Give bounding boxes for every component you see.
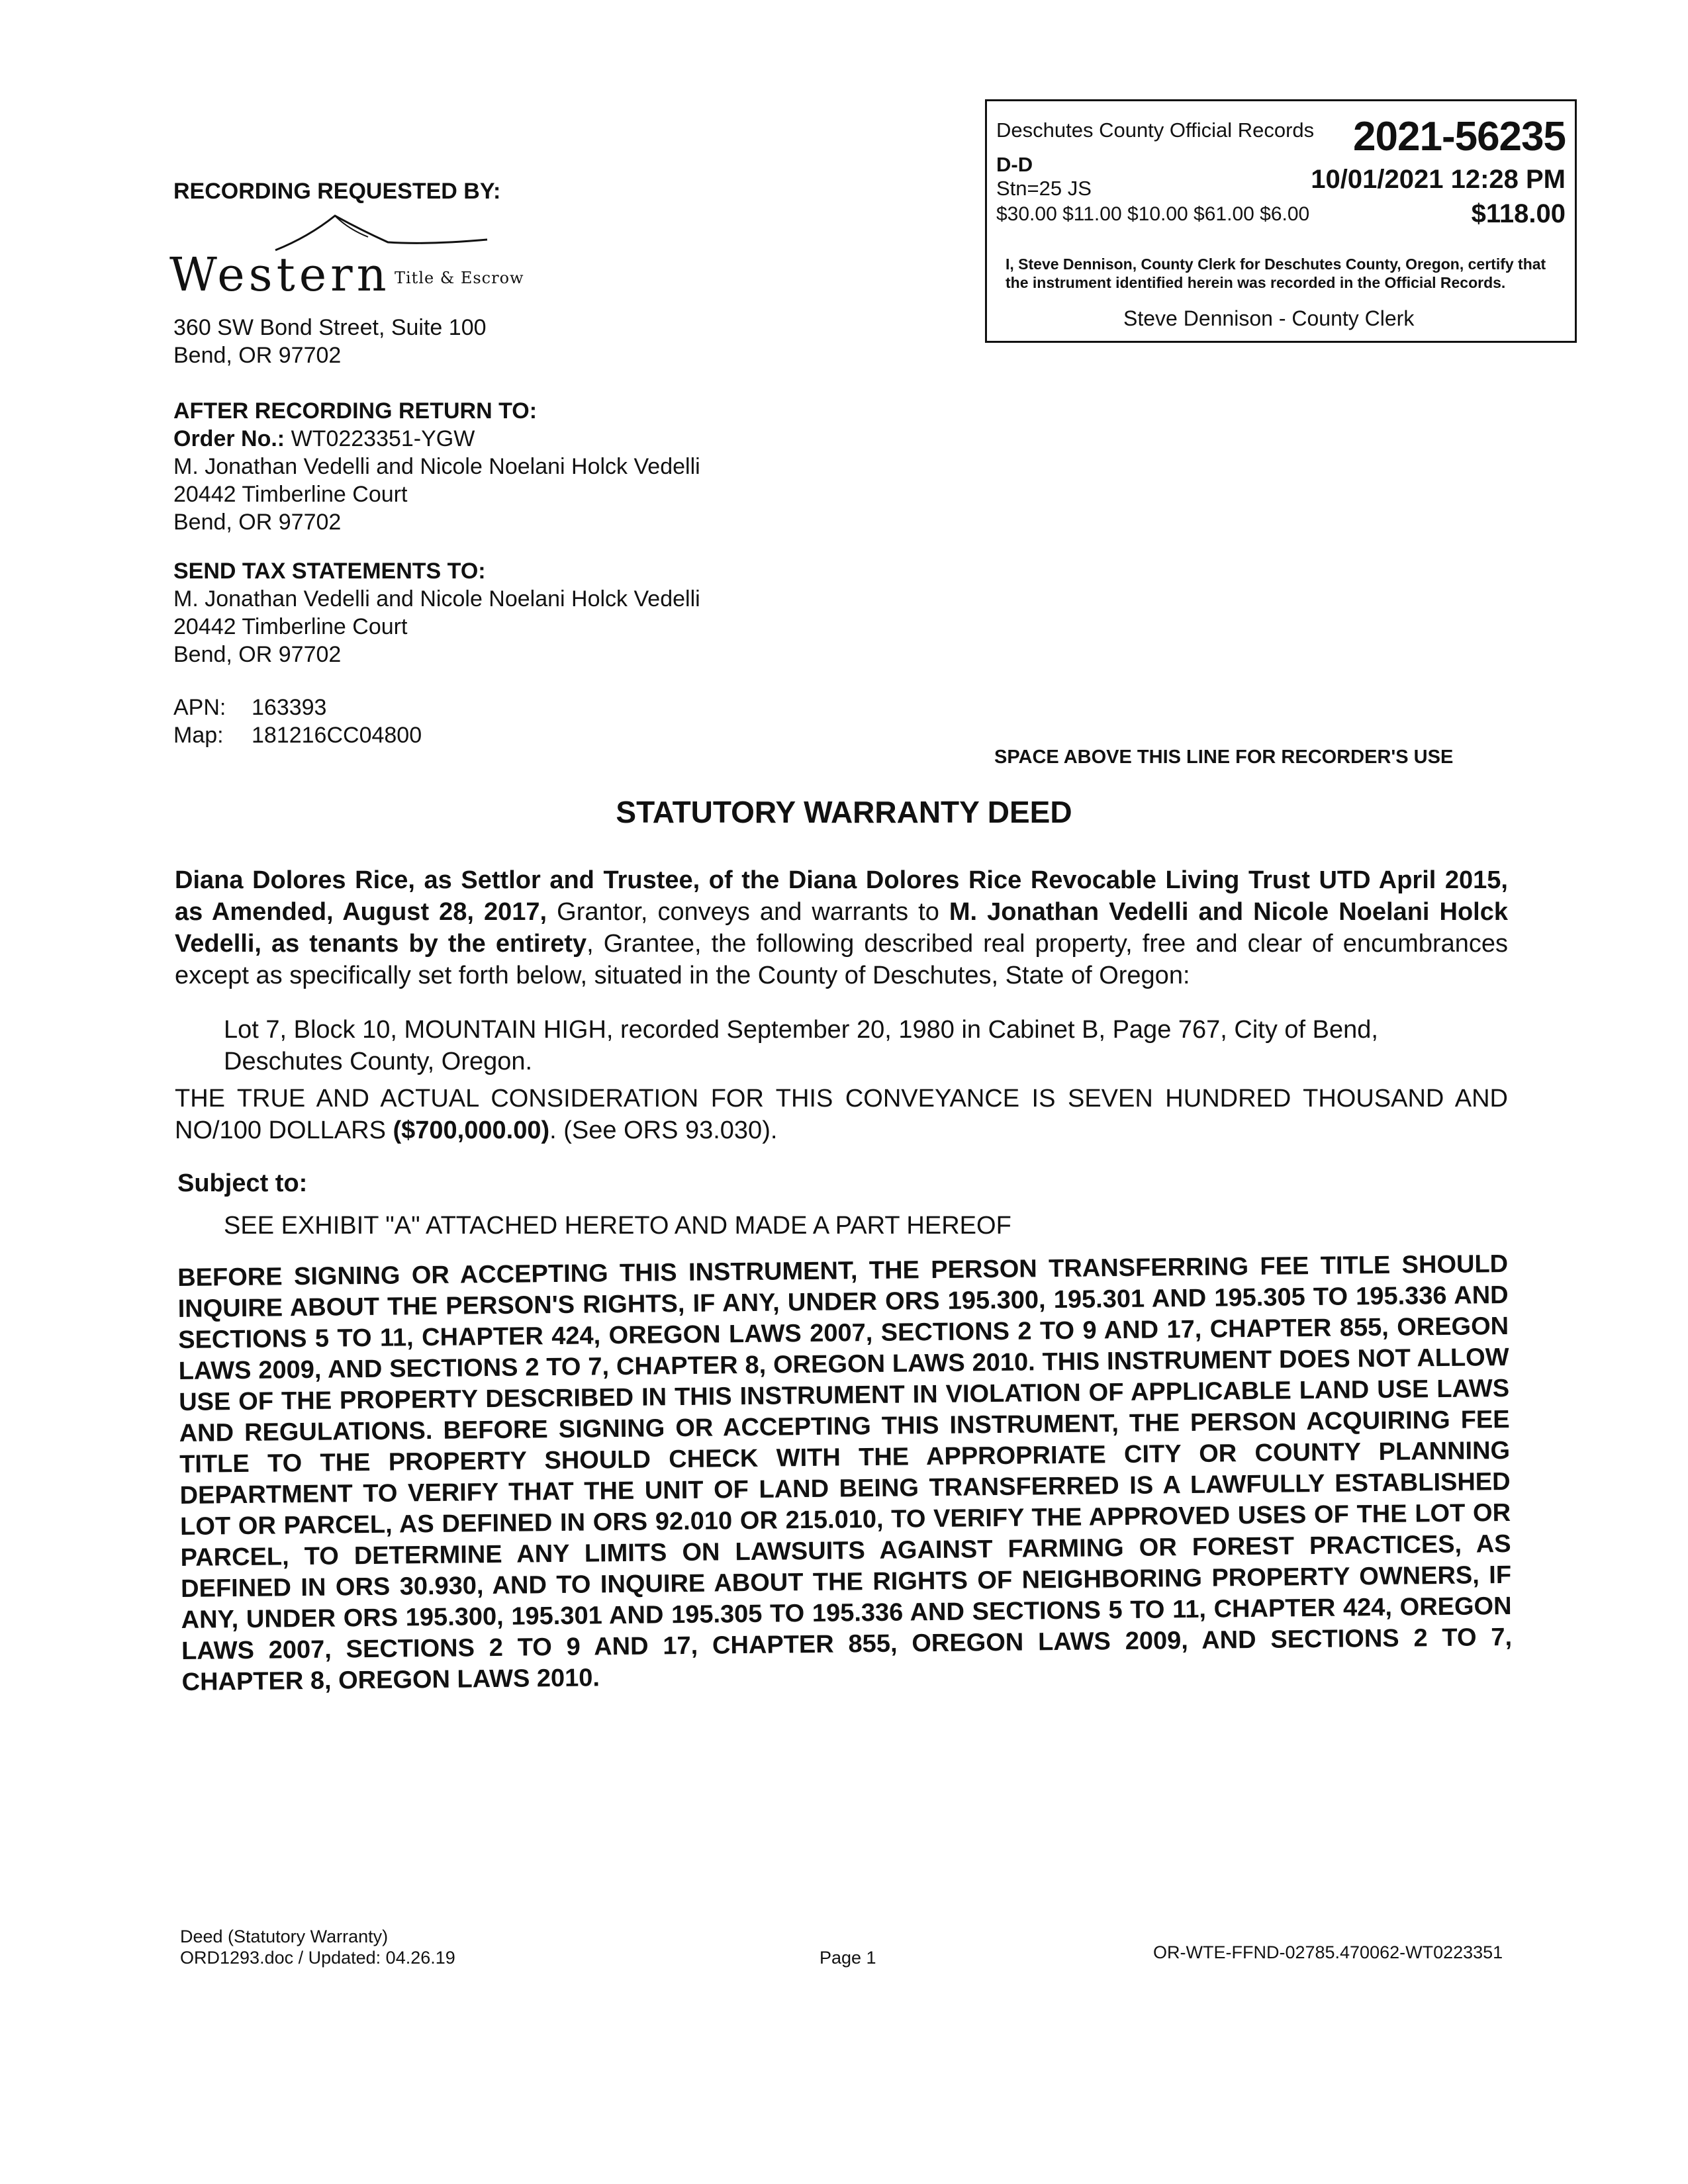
recording-total: $118.00 xyxy=(1471,199,1566,228)
requested-by-address-1: 360 SW Bond Street, Suite 100 xyxy=(173,315,487,340)
subject-to-text: SEE EXHIBIT "A" ATTACHED HERETO AND MADE A PART HEREOF xyxy=(224,1212,1011,1240)
grantor-name: Diana Dolores Rice, as Settlor and Trustee, of the Diana Dolores Rice Revocable Living Trust UTD April 2015, as Amended, August 28, 2017, xyxy=(175,866,1508,926)
return-to-heading: AFTER RECORDING RETURN TO: xyxy=(173,398,538,424)
legal-description: Lot 7, Block 10, MOUNTAIN HIGH, recorded September 20, 1980 in Cabinet B, Page 767, City of Bend, Deschutes County, Oregon. xyxy=(224,1016,1378,1075)
return-to-name: M. Jonathan Vedelli and Nicole Noelani Holck Vedelli xyxy=(173,454,700,479)
consideration-text-2: . (See ORS 93.030). xyxy=(549,1116,778,1144)
apn-label: APN: xyxy=(173,695,226,720)
consideration-text-1: THE TRUE AND ACTUAL CONSIDERATION FOR THIS CONVEYANCE IS SEVEN HUNDRED THOUSAND AND NO/100 DOLLARS xyxy=(175,1085,1508,1144)
consideration-amount: ($700,000.00) xyxy=(393,1116,550,1144)
recorder-stamp-box xyxy=(985,99,1577,343)
tax-to-name: M. Jonathan Vedelli and Nicole Noelani Holck Vedelli xyxy=(173,586,700,612)
map-label: Map: xyxy=(173,723,224,748)
instrument-number: 2021-56235 xyxy=(1353,114,1566,159)
logo-name: Western xyxy=(169,248,391,302)
grant-text-2: , Grantee, the following described real property, free and clear of encumbrances except as specifically set forth below, situated in the County of Deschutes, State of Oregon: xyxy=(175,930,1508,989)
order-number: WT0223351-YGW xyxy=(291,426,475,451)
tax-to-city: Bend, OR 97702 xyxy=(173,642,342,667)
apn-value: 163393 xyxy=(252,695,327,720)
recorded-datetime: 10/01/2021 12:28 PM xyxy=(1311,165,1566,194)
station-code: Stn=25 JS xyxy=(996,177,1092,200)
grant-text-1: Grantor, conveys and warrants to xyxy=(547,898,949,926)
county-clerk: Steve Dennison - County Clerk xyxy=(1123,306,1415,330)
tax-to-street: 20442 Timberline Court xyxy=(173,614,408,639)
logo-subtitle: Title & Escrow xyxy=(395,269,524,287)
map-value: 181216CC04800 xyxy=(252,723,422,748)
recorder-office: Deschutes County Official Records xyxy=(996,118,1315,142)
requested-by-heading: RECORDING REQUESTED BY: xyxy=(173,179,501,204)
order-number-label: Order No.: xyxy=(173,426,285,451)
footer-form-file: ORD1293.doc / Updated: 04.26.19 xyxy=(180,1948,455,1968)
grantee-name: M. Jonathan Vedelli and Nicole Noelani Holck Vedelli, as tenants by the entirety xyxy=(175,898,1508,958)
return-to-street: 20442 Timberline Court xyxy=(173,482,408,507)
subject-to-heading: Subject to: xyxy=(177,1169,308,1197)
return-to-city: Bend, OR 97702 xyxy=(173,510,342,535)
footer-page-number: Page 1 xyxy=(820,1948,876,1968)
footer-reference: OR-WTE-FFND-02785.470062-WT0223351 xyxy=(1153,1942,1503,1962)
granting-clause xyxy=(175,864,1508,991)
apn-line xyxy=(173,694,326,721)
map-line xyxy=(173,721,422,749)
statutory-notice: BEFORE SIGNING OR ACCEPTING THIS INSTRUMENT, THE PERSON TRANSFERRING FEE TITLE SHOULD INQUIRE ABOUT THE PERSON'S RIGHTS, IF ANY, UNDER ORS 195.300, 195.301 AND 195.305 TO 195.336 AND SECTIONS 5 TO 11, CHAPTER 424, OREGON LAWS 2007, SECTIONS 2 TO 9 AND 17, CHAPTER 855, OREGON LAWS 2009, AND SECTIONS 2 TO 7, CHAPTER 8, OREGON LAWS 2010. THIS INSTRUMENT DOES NOT ALLOW USE OF THE PROPERTY DESCRIBED IN THIS INSTRUMENT IN VIOLATION OF APPLICABLE LAND USE LAWS AND REGULATIONS. BEFORE SIGNING OR ACCEPTING THIS INSTRUMENT, THE PERSON ACQUIRING FEE TITLE TO THE PROPERTY SHOULD CHECK WITH THE APPROPRIATE CITY OR COUNTY PLANNING DEPARTMENT TO VERIFY THAT THE UNIT OF LAND BEING TRANSFERRED IS A LAWFULLY ESTABLISHED LOT OR PARCEL, AS DEFINED IN ORS 92.010 OR 215.010, TO VERIFY THE APPROVED USES OF THE LOT OR PARCEL, TO DETERMINE ANY LIMITS ON LAWSUITS AGAINST FARMING OR FOREST PRACTICES, AS DEFINED IN ORS 30.930, AND TO INQUIRE ABOUT THE RIGHTS OF NEIGHBORING PROPERTY OWNERS, IF ANY, UNDER ORS 195.300, 195.301 AND 195.305 TO 195.336 AND SECTIONS 5 TO 11, CHAPTER 424, OREGON LAWS 2007, SECTIONS 2 TO 9 AND 17, CHAPTER 855, OREGON LAWS 2009, AND SECTIONS 2 TO 7, CHAPTER 8, OREGON LAWS 2010. xyxy=(177,1250,1513,1696)
clerk-certification: I, Steve Dennison, County Clerk for Deschutes County, Oregon, certify that the instrument identified herein was recorded in the Official Records. xyxy=(1006,255,1546,291)
western-title-logo xyxy=(169,210,540,310)
recorder-use-line: SPACE ABOVE THIS LINE FOR RECORDER'S USE xyxy=(994,747,1454,768)
recording-fees: $30.00 $11.00 $10.00 $61.00 $6.00 xyxy=(996,203,1310,225)
document-type: D-D xyxy=(996,153,1033,176)
document-title: STATUTORY WARRANTY DEED xyxy=(616,795,1072,829)
requested-by-address-2: Bend, OR 97702 xyxy=(173,343,342,368)
footer-form-name: Deed (Statutory Warranty) xyxy=(180,1927,389,1946)
consideration-clause xyxy=(175,1083,1508,1146)
order-number-line xyxy=(173,425,475,453)
tax-statements-heading: SEND TAX STATEMENTS TO: xyxy=(173,559,486,584)
